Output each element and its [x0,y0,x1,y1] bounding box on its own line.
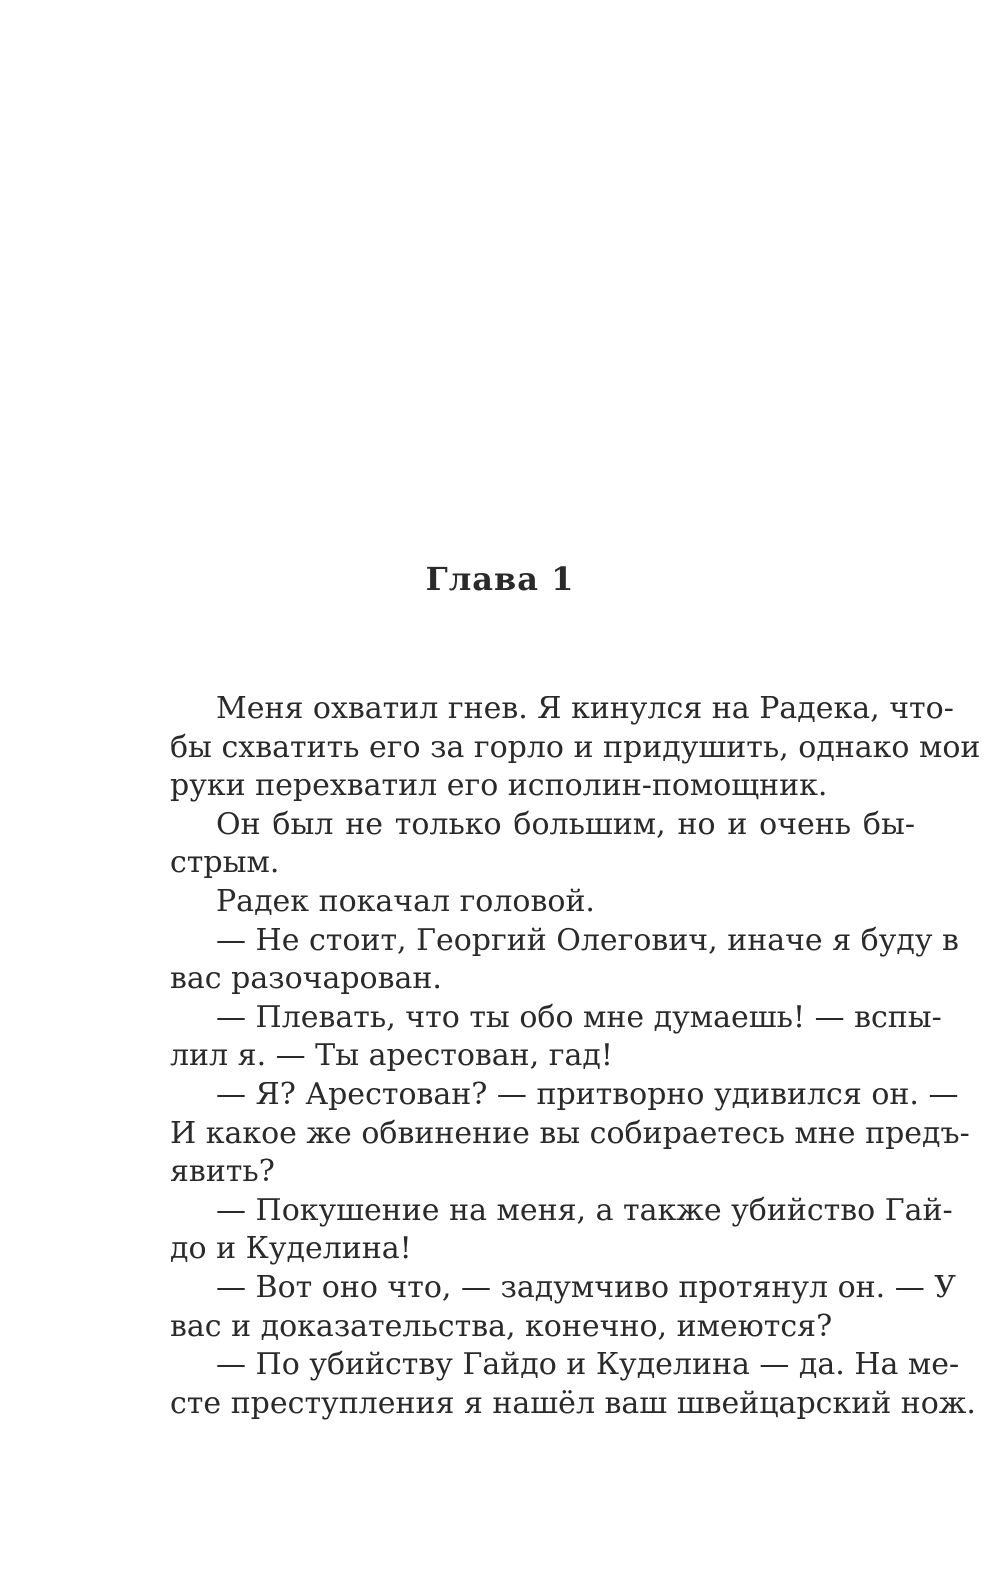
text-line: руки перехватил его исполин-помощник. [170,768,828,804]
text-line: вас и доказательства, конечно, имеются? [170,1308,833,1344]
text-line: стрым. [170,845,280,881]
text-line: вас разочарован. [170,961,442,997]
text-line: сте преступления я нашёл ваш швейцарский нож. [170,1385,976,1421]
text-line: — Я? Арестован? — притворно удивился он. — [216,1076,959,1112]
text-line: до и Куделина! [170,1231,412,1267]
chapter-title: Глава 1 [425,560,575,598]
text-line: — Не стоит, Георгий Олегович, иначе я буду в [216,922,959,958]
text-line: — Покушение на меня, а также убийство Гай- [216,1192,953,1228]
text-line: — По убийству Гайдо и Куделина — да. На ме- [216,1347,960,1383]
text-line: явить? [170,1154,275,1190]
text-line: Меня охватил гнев. Я кинулся на Радека, что- [216,691,954,726]
text-line: Радек покачал головой. [216,883,595,919]
text-line: — Вот оно что, — задумчиво протянул он. — У [216,1269,956,1305]
text-line: И какое же обвинение вы собираетесь мне предъ- [170,1115,970,1151]
text-line: — Плевать, что ты обо мне думаешь! — вспы- [216,999,942,1035]
text-line: бы схватить его за горло и придушить, однако мои [170,729,981,765]
text-line: Он был не только большим, но и очень бы- [216,806,915,842]
chapter-body-text [170,690,981,1423]
text-line: лил я. — Ты арестован, гад! [170,1038,613,1074]
